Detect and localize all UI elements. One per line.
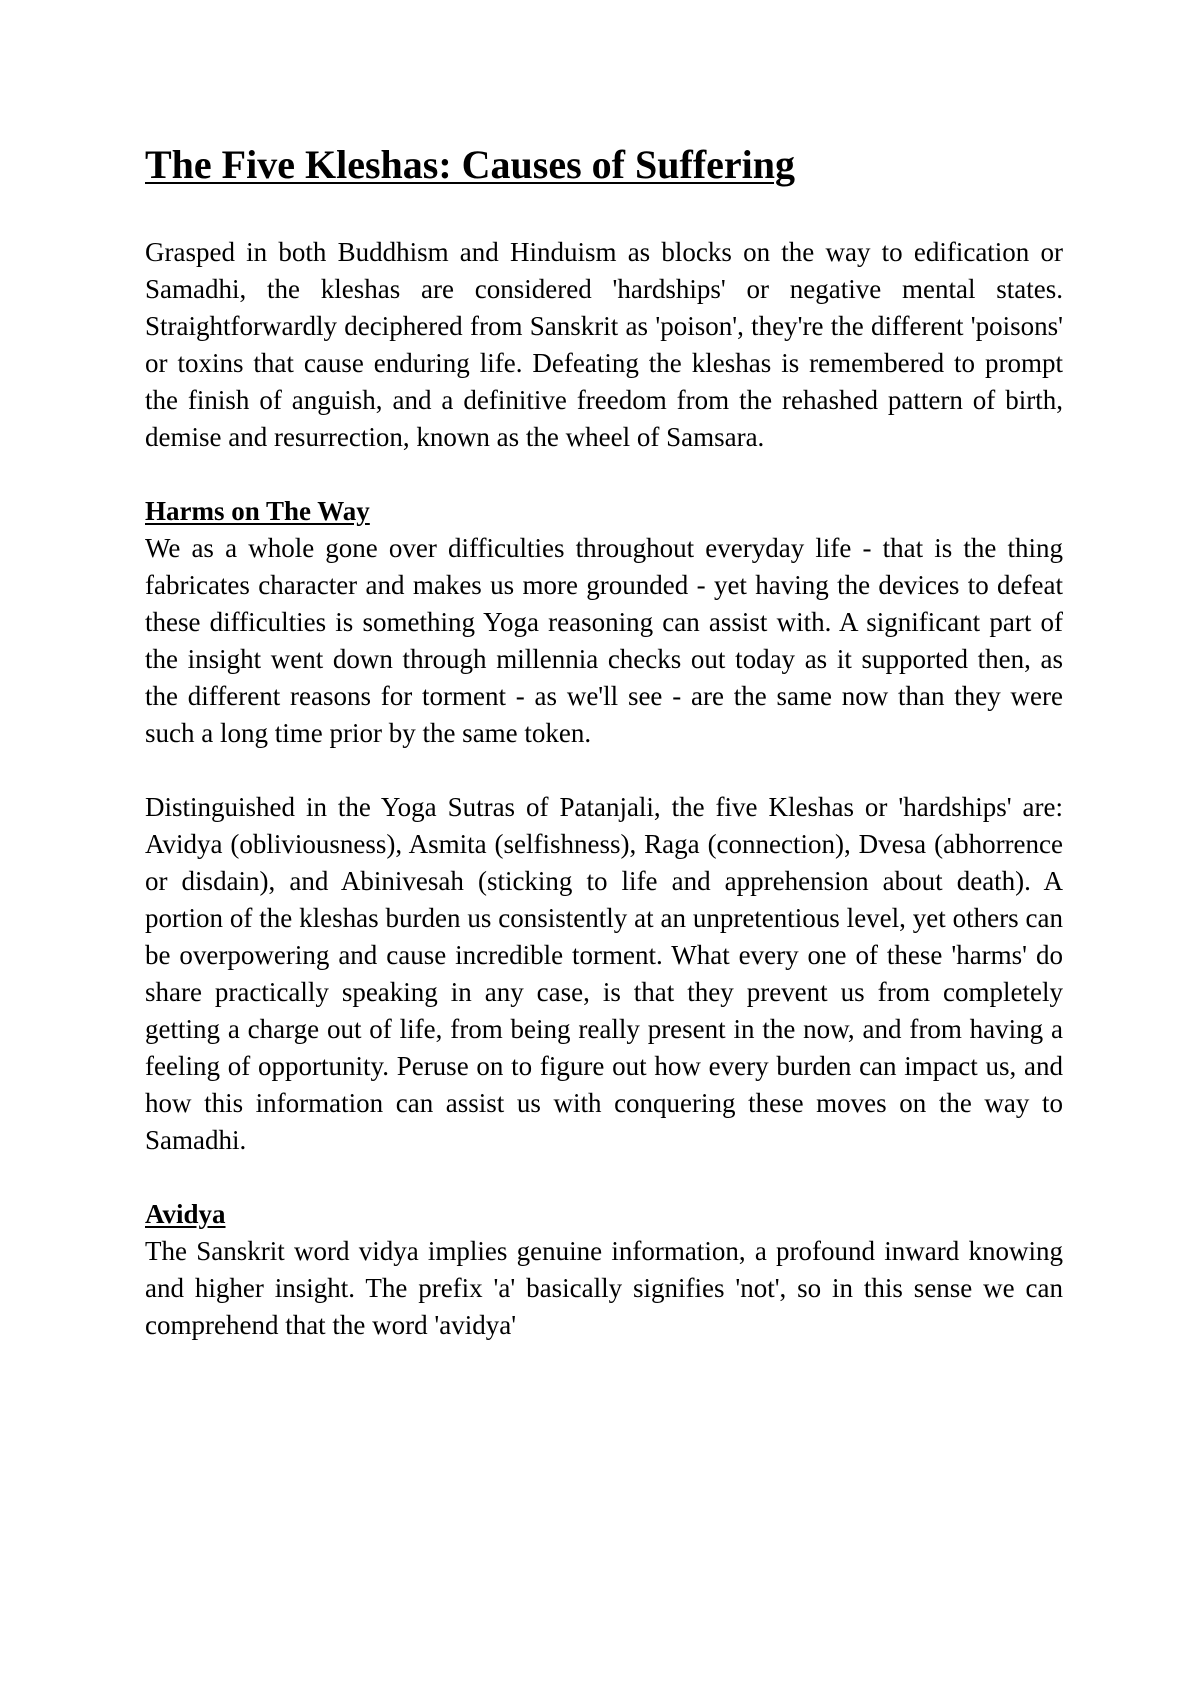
document-page: [145, 140, 1063, 1381]
section-harms-on-the-way: [145, 493, 1063, 752]
intro-paragraph: Grasped in both Buddhism and Hinduism as blocks on the way to edification or Samadhi, the kleshas are considered 'hardships' or negative mental states. Straightforwardly deciphered from Sanskrit as 'poison', they're the different 'poisons' or toxins that cause enduring life. Defeating the kleshas is remembered to prompt the finish of anguish, and a definitive freedom from the rehashed pattern of birth, demise and resurrection, known as the wheel of Samsara.: [145, 237, 1063, 452]
section-paragraph: The Sanskrit word vidya implies genuine information, a profound inward knowing and higher insight. The prefix 'a' basically signifies 'not', so in this sense we can comprehend that the word 'avidya': [145, 1236, 1063, 1340]
section-avidya: [145, 1196, 1063, 1344]
section-heading: Avidya: [145, 1199, 226, 1229]
document-title: The Five Kleshas: Causes of Suffering: [145, 142, 795, 187]
section-heading: Harms on The Way: [145, 496, 370, 526]
section-paragraph: We as a whole gone over difficulties throughout everyday life - that is the thing fabricates character and makes us more grounded - yet having the devices to defeat these difficulties is something Yoga reasoning can assist with. A significant part of the insight went down through millennia checks out today as it supported then, as the different reasons for torment - as we'll see - are the same now than they were such a long time prior by the same token.: [145, 533, 1063, 748]
section-paragraph: Distinguished in the Yoga Sutras of Patanjali, the five Kleshas or 'hardships' are: Avidya (obliviousness), Asmita (selfishness), Raga (connection), Dvesa (abhorrence or disdain), and Abinivesah (sticking to life and apprehension about death). A portion of the kleshas burden us consistently at an unpretentious level, yet others can be overpowering and cause incredible torment. What every one of these 'harms' do share practically speaking in any case, is that they prevent us from completely getting a charge out of life, from being really present in the now, and from having a feeling of opportunity. Peruse on to figure out how every burden can impact us, and how this information can assist us with conquering these moves on the way to Samadhi.: [145, 792, 1063, 1155]
